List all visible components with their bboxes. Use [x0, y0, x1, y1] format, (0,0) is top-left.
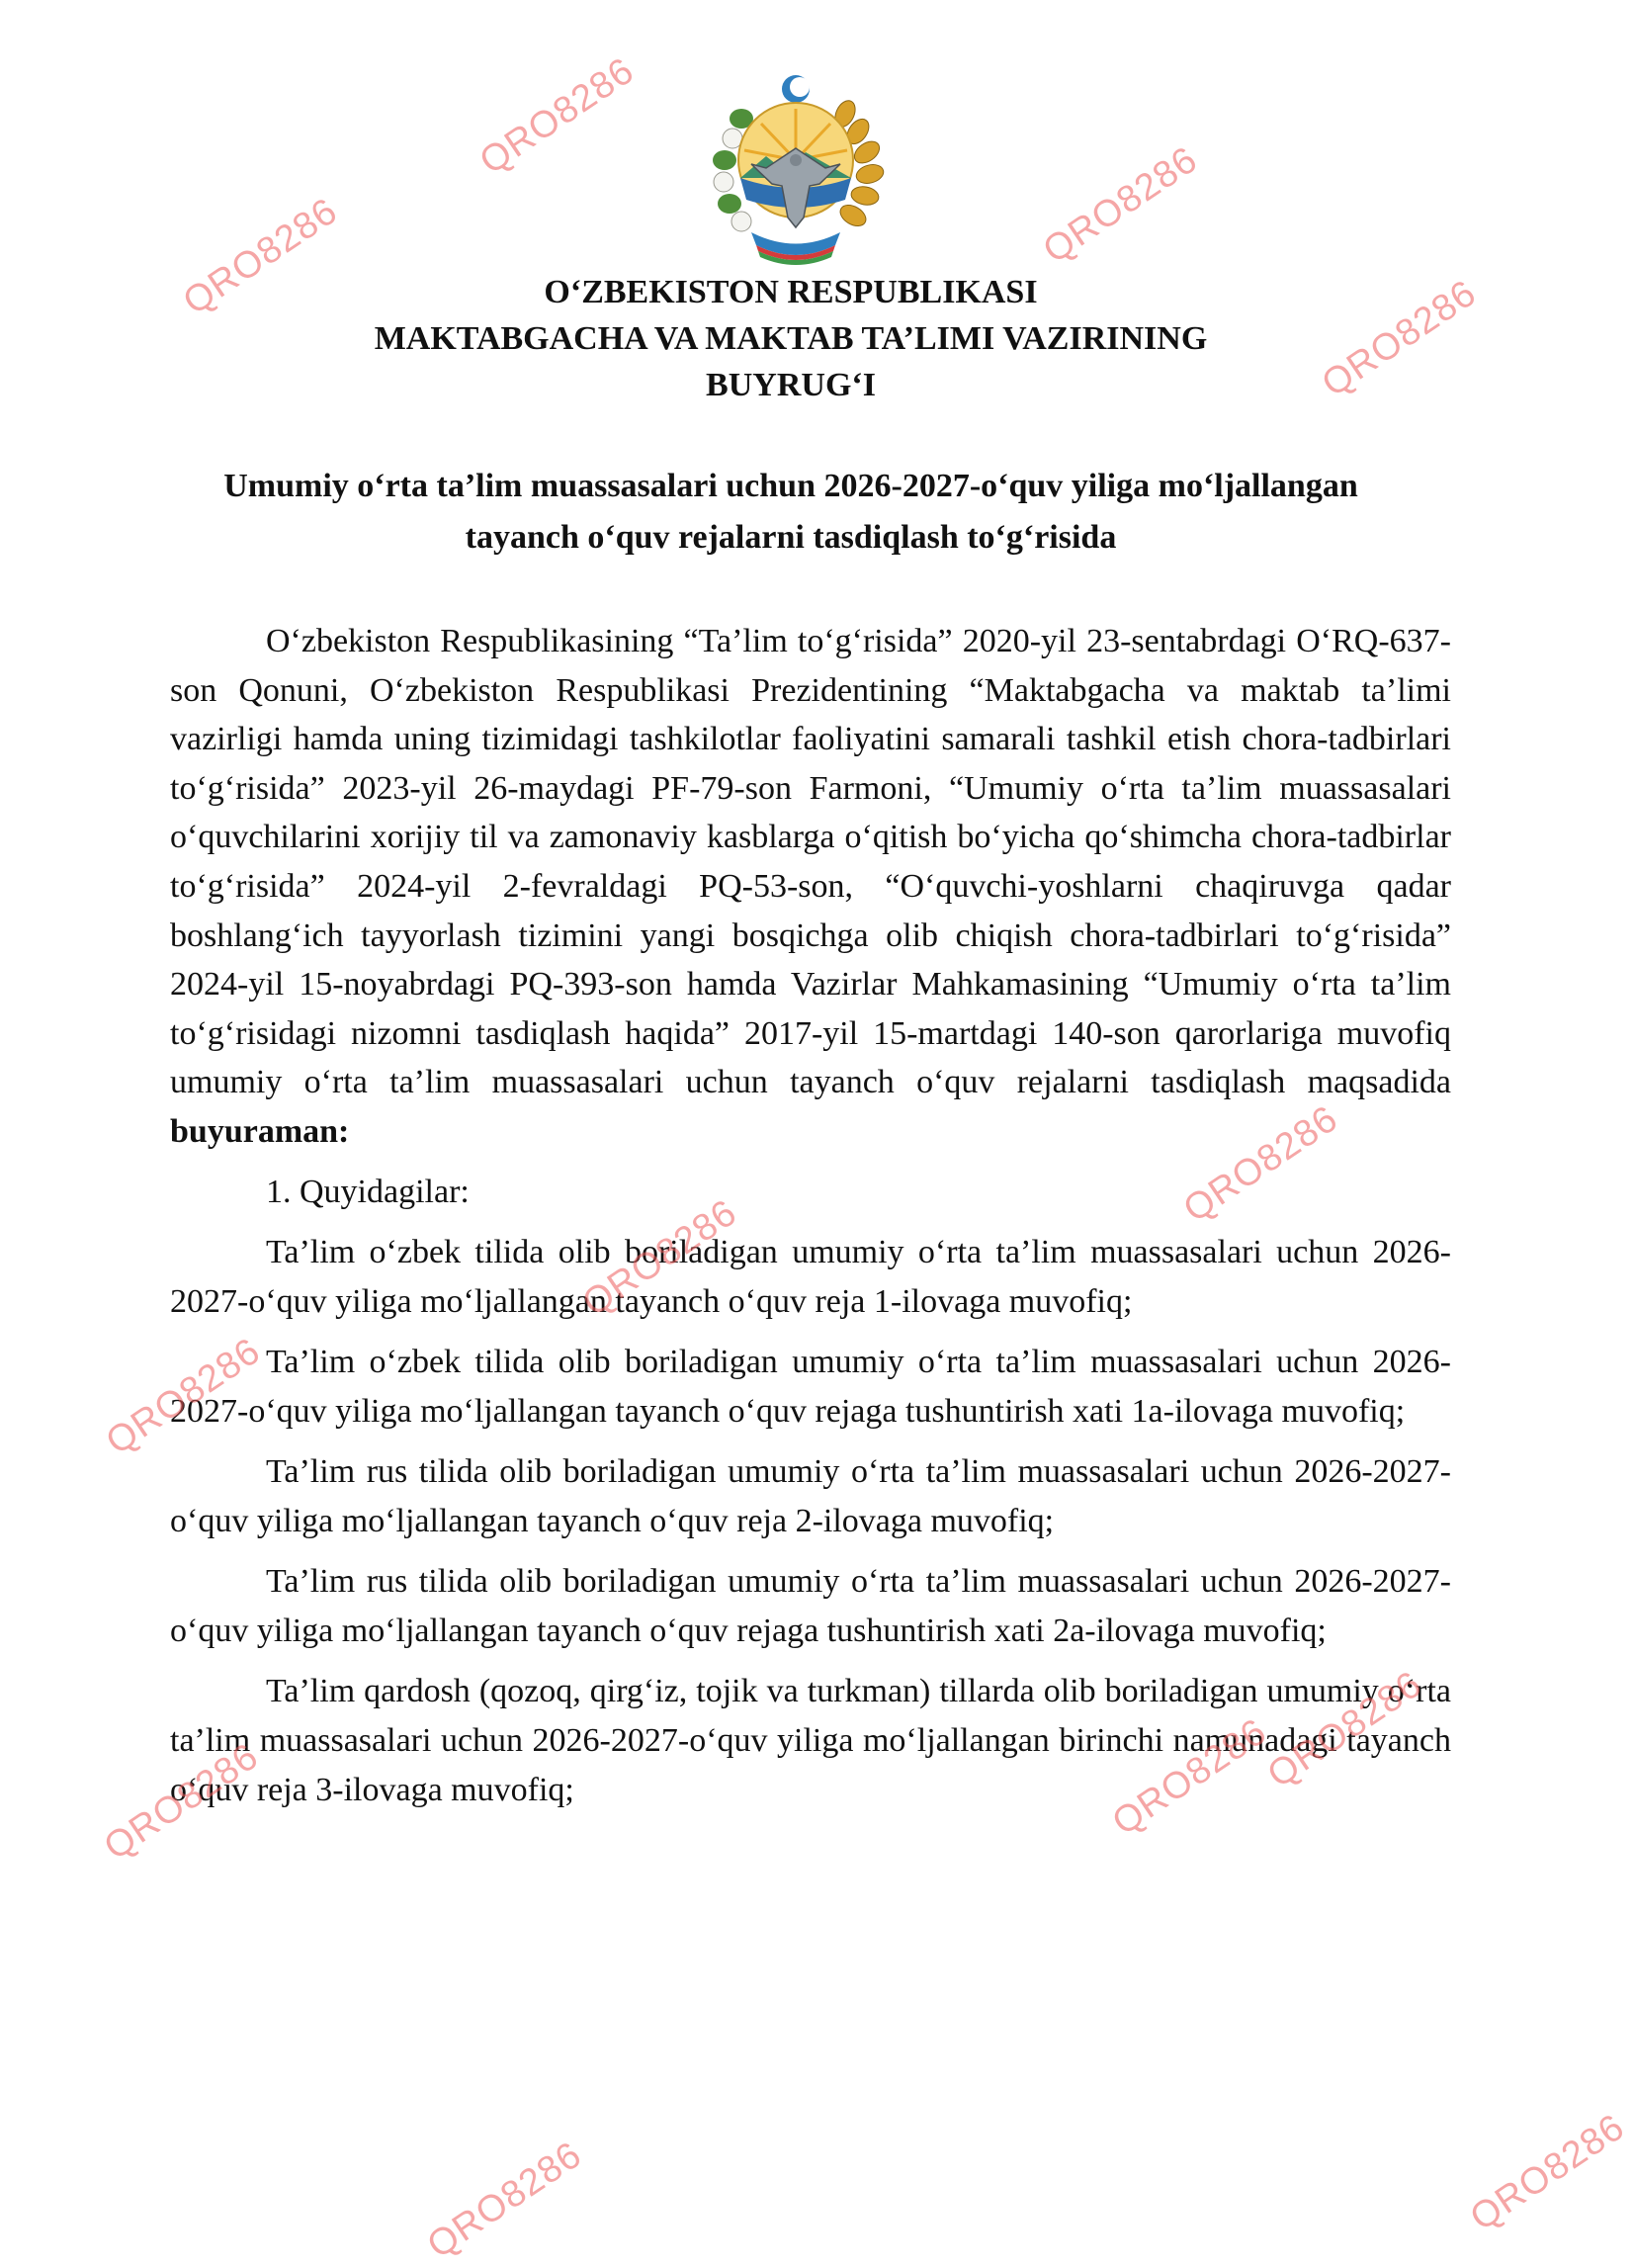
document-subject	[148, 461, 1433, 564]
watermark: QRO8286	[97, 1735, 267, 1869]
list-item: Ta’lim rus tilida olib boriladigan umumiy o‘rta ta’lim muassasalari uchun 2026-2027-o‘quv yiliga mo‘ljallangan tayanch o‘quv rejaga tushuntirish xati 2a-ilovaga muvofiq;	[170, 1562, 1451, 1649]
state-emblem-icon	[697, 69, 895, 267]
document-header	[0, 269, 1582, 408]
watermark: QRO8286	[99, 1330, 269, 1463]
watermark: QRO8286	[1463, 2106, 1633, 2239]
watermark: QRO8286	[1315, 272, 1485, 405]
header-line-3: BUYRUG‘I	[706, 367, 876, 403]
watermark: QRO8286	[1036, 138, 1206, 272]
watermark: QRO8286	[176, 190, 346, 323]
subject-line-1: Umumiy o‘rta ta’lim muassasalari uchun 2026-2027-o‘quv yiliga mo‘ljallangan	[223, 468, 1358, 504]
header-line-1: O‘ZBEKISTON RESPUBLIKASI	[544, 274, 1038, 310]
document-body	[170, 617, 1451, 1815]
list-item: Ta’lim rus tilida olib boriladigan umumiy o‘rta ta’lim muassasalari uchun 2026-2027-o‘quv yiliga mo‘ljallangan tayanch o‘quv reja 2-ilovaga muvofiq;	[170, 1452, 1451, 1539]
watermark: QRO8286	[473, 49, 643, 183]
preamble-paragraph	[170, 617, 1451, 1157]
watermark: QRO8286	[1260, 1663, 1430, 1796]
list-item: Ta’lim qardosh (qozoq, qirg‘iz, tojik va turkman) tillarda olib boriladigan umumiy o‘rta ta’lim muassasalari uchun 2026-2027-o‘quv yiliga mo‘ljallangan birinchi namunadagi tayanch o‘quv reja 3-ilovaga muvofiq;	[170, 1672, 1451, 1808]
list-item: Ta’lim o‘zbek tilida olib boriladigan umumiy o‘rta ta’lim muassasalari uchun 2026-2027-o‘quv yiliga mo‘ljallangan tayanch o‘quv reja 1-ilovaga muvofiq;	[170, 1233, 1451, 1320]
preamble-text: O‘zbekiston Respublikasining “Ta’lim to‘g‘risida” 2020-yil 23-sentabrdagi O‘RQ-637-son Qonuni, O‘zbekiston Respublikasi Prezidentining “Maktabgacha va maktab ta’limi vazirligi hamda uning tizimidagi tashkilotlar faoliyatini samarali tashkil etish chora-tadbirlari to‘g‘risida” 2023-yil 26-maydagi PF-79-son Farmoni, “Umumiy o‘rta ta’lim muassasalari o‘quvchilarini xorijiy til va zamonaviy kasblarga o‘qitish bo‘yicha qo‘shimcha chora-tadbirlar to‘g‘risida” 2024-yil 2-fevraldagi PQ-53-son, “O‘quvchi-yoshlarni chaqiruvga qadar boshlang‘ich tayyorlash tizimini yangi bosqichga olib chiqish chora-tadbirlari to‘g‘risida” 2024-yil 15-noyabrdagi PQ-393-son hamda Vazirlar Mahkamasining “Umumiy o‘rta ta’lim to‘g‘risidagi nizomni tasdiqlash haqida” 2017-yil 15-martdagi 140-son qarorlariga muvofiq umumiy o‘rta ta’lim muassasalari uchun tayanch o‘quv rejalarni tasdiqlash maqsadida	[170, 623, 1451, 1101]
items-heading: 1. Quyidagilar:	[266, 1173, 470, 1210]
preamble-keyword: buyuraman:	[170, 1112, 350, 1150]
watermark: QRO8286	[1176, 1097, 1346, 1231]
watermark: QRO8286	[575, 1191, 745, 1325]
list-item: Ta’lim o‘zbek tilida olib boriladigan umumiy o‘rta ta’lim muassasalari uchun 2026-2027-o‘quv yiliga mo‘ljallangan tayanch o‘quv rejaga tushuntirish xati 1a-ilovaga muvofiq;	[170, 1343, 1451, 1430]
subject-line-2: tayanch o‘quv rejalarni tasdiqlash to‘g‘risida	[465, 519, 1117, 556]
watermark: QRO8286	[1105, 1710, 1275, 1844]
header-line-2: MAKTABGACHA VA MAKTAB TA’LIMI VAZIRINING	[374, 320, 1208, 357]
watermark: QRO8286	[420, 2134, 590, 2267]
